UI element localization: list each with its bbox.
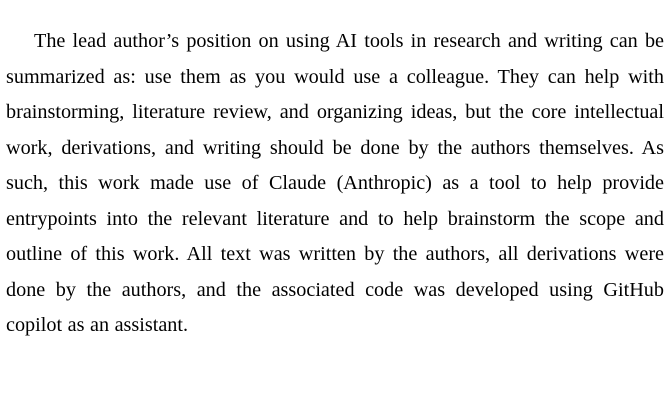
paragraph-ai-tools-statement: The lead author’s position on using AI tools in research and writing can be summarized as: use them as you would use a colleague. They can help with brainstorming, literature review, and organizing ideas, but the core intellectual work, derivations, and writing should be done by the authors themselves. As such, this work made use of Claude (Anthropic) as a tool to help provide entrypoints into the relevant literature and to help brainstorm the scope and outline of this work. All text was written by the authors, all derivations were done by the authors, and the associated code was developed using GitHub copilot as an assistant. [6,30,664,337]
